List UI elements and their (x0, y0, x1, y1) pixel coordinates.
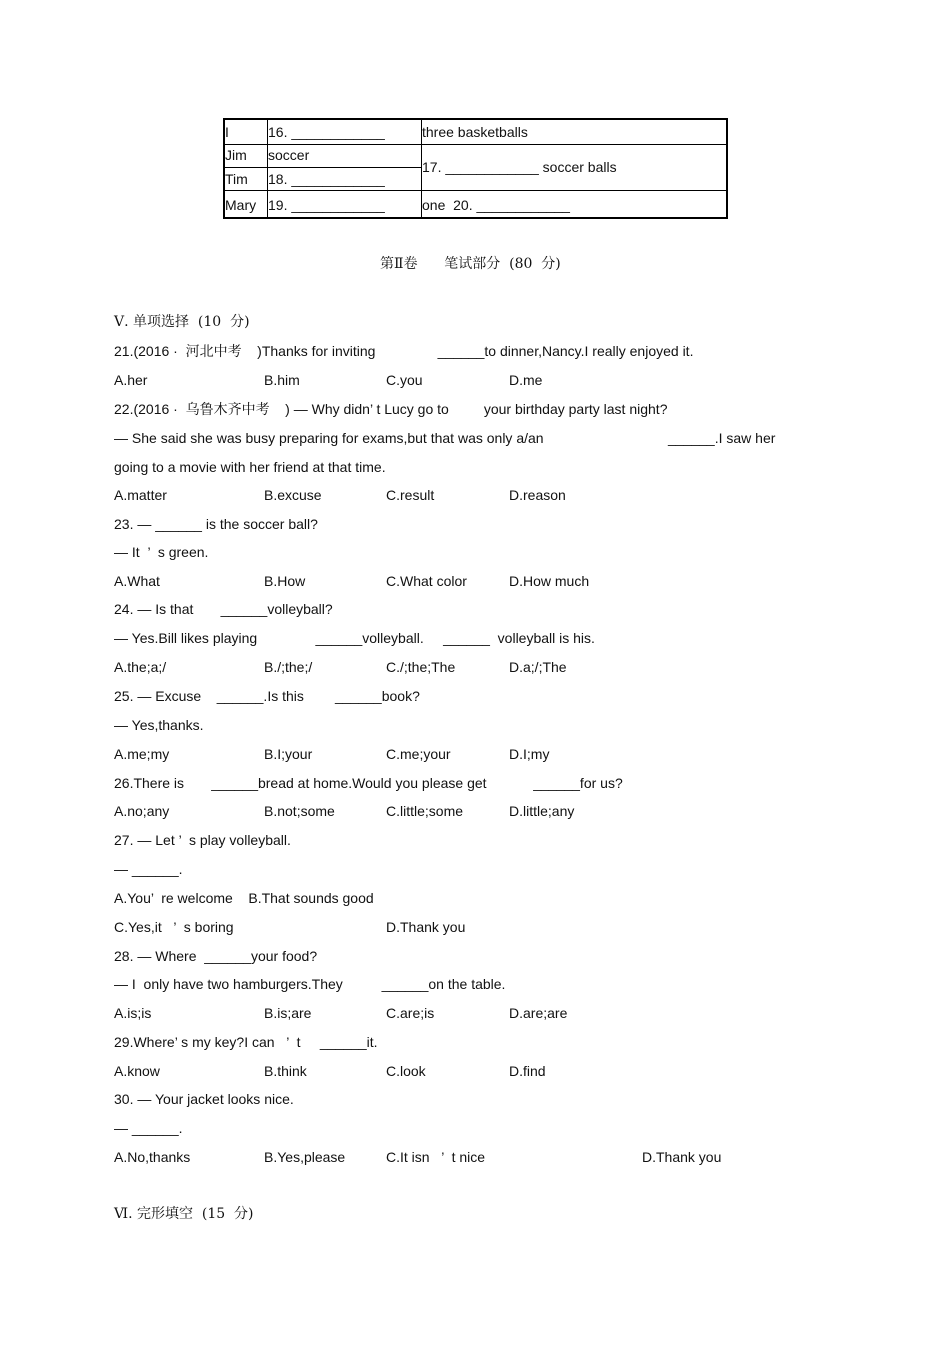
question-stem: 27. — Let ’ s play volleyball. (114, 832, 291, 848)
question-stem: 22.(2016 · 乌鲁木齐中考 ) — Why didn’ t Lucy go to your birthday party last night? (114, 401, 668, 417)
table-divider (225, 144, 421, 145)
option: C.It isn ’ t nice (386, 1149, 486, 1165)
question-line: going to a movie with her friend at that time. (114, 459, 386, 475)
option: D.Thank you (386, 919, 466, 935)
option: B.I;your (264, 746, 313, 762)
section-title: Ⅵ. 完形填空 (15 分) (114, 1206, 254, 1222)
section-title: Ⅴ. 单项选择 (10 分) (114, 314, 250, 330)
question-stem: 30. — Your jacket looks nice. (114, 1091, 294, 1107)
option: A.No,thanks (114, 1149, 191, 1165)
option: C.are;is (386, 1005, 435, 1021)
table-divider (225, 190, 726, 191)
table-cell: 19. ____________ (268, 197, 385, 213)
option: A.her (114, 372, 148, 388)
table-cell: Jim (225, 147, 247, 163)
option: B.How (264, 573, 306, 589)
table-cell: 16. ____________ (268, 124, 385, 140)
answer-table (223, 118, 728, 219)
table-cell: three basketballs (422, 124, 528, 140)
option: D.little;any (509, 803, 575, 819)
option: A.no;any (114, 803, 170, 819)
question-stem: 29.Where’ s my key?I can ’ t ______it. (114, 1034, 378, 1050)
option: B.Yes,please (264, 1149, 346, 1165)
question-reply: — ______. (114, 861, 183, 877)
option: D.Thank you (642, 1149, 722, 1165)
option: A.is;is (114, 1005, 152, 1021)
option: B.excuse (264, 487, 322, 503)
table-cell: Mary (225, 197, 257, 213)
option: D.reason (509, 487, 566, 503)
table-divider (421, 144, 726, 145)
option: D.I;my (509, 746, 550, 762)
option: D.How much (509, 573, 590, 589)
option: C.result (386, 487, 435, 503)
table-cell: 17. ____________ soccer balls (422, 159, 617, 175)
option: C.me;your (386, 746, 451, 762)
table-cell: Tim (225, 171, 248, 187)
option: A.You’ re welcome B.That sounds good (114, 890, 374, 906)
question-reply: — I only have two hamburgers.They ______on the table. (114, 976, 506, 992)
question-line: — She said she was busy preparing for exams,but that was only a/an (114, 430, 544, 446)
option: D.a;/;The (509, 659, 567, 675)
option: B.is;are (264, 1005, 312, 1021)
option: A.me;my (114, 746, 170, 762)
option: C.What color (386, 573, 467, 589)
table-cell: one 20. ____________ (422, 197, 570, 213)
question-stem: 28. — Where ______your food? (114, 948, 318, 964)
option: C.look (386, 1063, 426, 1079)
option: A.the;a;/ (114, 659, 167, 675)
question-reply: — Yes,thanks. (114, 717, 204, 733)
option: A.know (114, 1063, 160, 1079)
question-stem: 24. — Is that ______volleyball? (114, 601, 333, 617)
question-stem: 21.(2016 · 河北中考 )Thanks for inviting ______to dinner,Nancy.I really enjoyed it. (114, 343, 694, 359)
question-stem: 25. — Excuse ______.Is this ______book? (114, 688, 420, 704)
table-cell: 18. ____________ (268, 171, 385, 187)
option: D.me (509, 372, 543, 388)
option: B./;the;/ (264, 659, 313, 675)
option: C.Yes,it ’ s boring (114, 919, 234, 935)
option: D.are;are (509, 1005, 568, 1021)
question-reply: — Yes.Bill likes playing ______volleyball. ______ volleyball is his. (114, 630, 595, 646)
option: C.you (386, 372, 423, 388)
option: B.think (264, 1063, 307, 1079)
option: C./;the;The (386, 659, 456, 675)
option: B.not;some (264, 803, 335, 819)
question-line: ______.I saw her (668, 430, 776, 446)
question-stem: 26.There is ______bread at home.Would you please get ______for us? (114, 775, 623, 791)
question-reply: — It ’ s green. (114, 544, 209, 560)
option: C.little;some (386, 803, 464, 819)
option: D.find (509, 1063, 546, 1079)
table-cell: soccer (268, 147, 310, 163)
part-title: 第Ⅱ卷 笔试部分 (80 分) (380, 256, 561, 272)
question-reply: — ______. (114, 1120, 183, 1136)
option: B.him (264, 372, 300, 388)
option: A.matter (114, 487, 167, 503)
table-cell: I (225, 124, 229, 140)
question-stem: 23. — ______ is the soccer ball? (114, 516, 318, 532)
table-divider (225, 167, 421, 168)
option: A.What (114, 573, 160, 589)
